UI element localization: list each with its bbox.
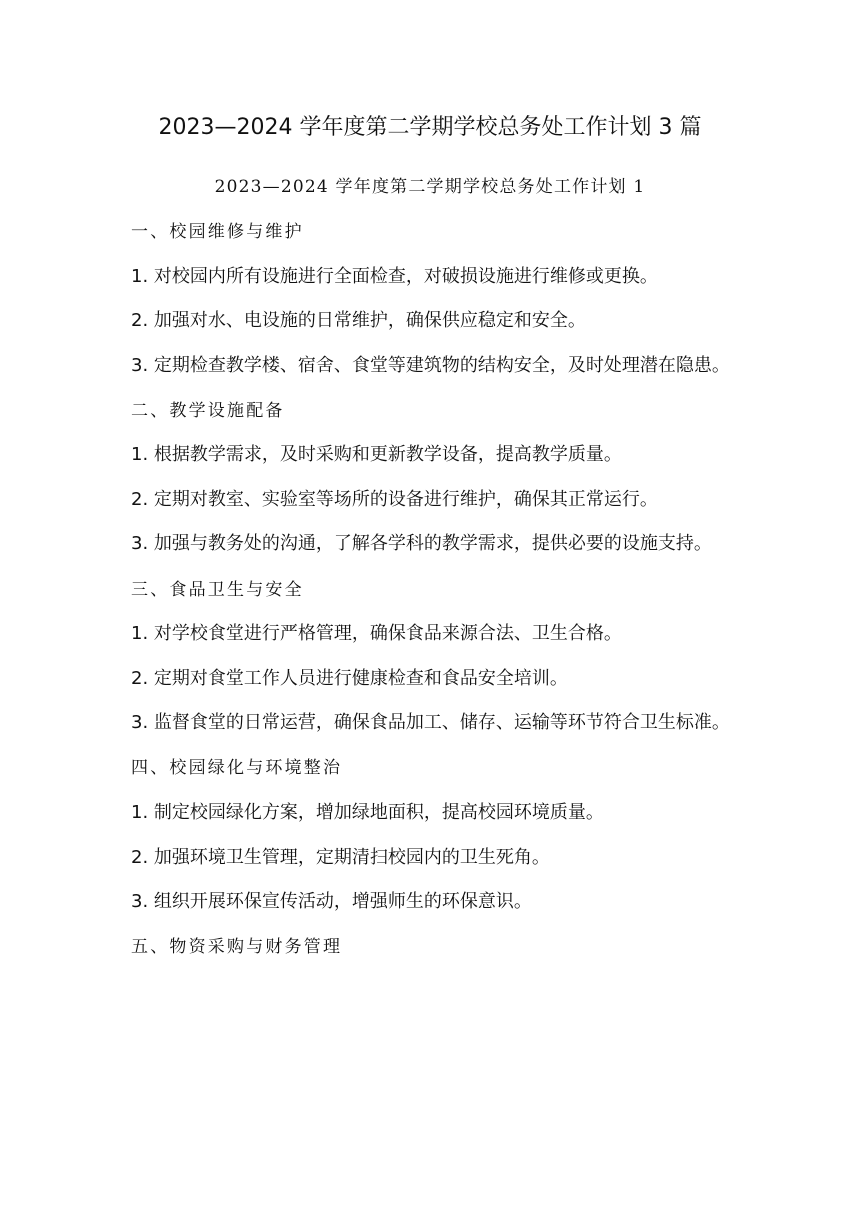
document-title: 2023—2024 学年度第二学期学校总务处工作计划 3 篇 xyxy=(158,115,702,140)
list-item: 2. 定期对教室、实验室等场所的设备进行维护，确保其正常运行。 xyxy=(131,489,658,511)
section-heading: 五、物资采购与财务管理 xyxy=(131,937,343,958)
section-heading: 四、校园绿化与环境整治 xyxy=(131,758,343,779)
list-item: 3. 监督食堂的日常运营，确保食品加工、储存、运输等环节符合卫生标准。 xyxy=(131,712,730,734)
section-heading: 二、教学设施配备 xyxy=(131,400,285,421)
document-body xyxy=(131,217,735,977)
list-item: 3. 加强与教务处的沟通，了解各学科的教学需求，提供必要的设施支持。 xyxy=(131,533,712,555)
section-heading: 一、校园维修与维护 xyxy=(131,222,304,242)
list-item: 1. 根据教学需求，及时采购和更新教学设备，提高教学质量。 xyxy=(131,444,622,466)
list-item: 2. 加强环境卫生管理，定期清扫校园内的卫生死角。 xyxy=(131,846,550,868)
section-heading: 三、食品卫生与安全 xyxy=(131,579,304,600)
list-item: 2. 定期对食堂工作人员进行健康检查和食品安全培训。 xyxy=(131,667,568,689)
list-item: 1. 对学校食堂进行严格管理，确保食品来源合法、卫生合格。 xyxy=(131,623,622,645)
list-item: 3. 定期检查教学楼、宿舍、食堂等建筑物的结构安全，及时处理潜在隐患。 xyxy=(131,354,730,376)
list-item: 3. 组织开展环保宣传活动，增强师生的环保意识。 xyxy=(131,891,532,913)
list-item: 2. 加强对水、电设施的日常维护，确保供应稳定和安全。 xyxy=(131,310,586,332)
plan-subtitle: 2023—2024 学年度第二学期学校总务处工作计划 1 xyxy=(214,177,646,197)
list-item: 1. 对校园内所有设施进行全面检查，对破损设施进行维修或更换。 xyxy=(131,265,658,287)
list-item: 1. 制定校园绿化方案，增加绿地面积，提高校园环境质量。 xyxy=(131,801,604,823)
